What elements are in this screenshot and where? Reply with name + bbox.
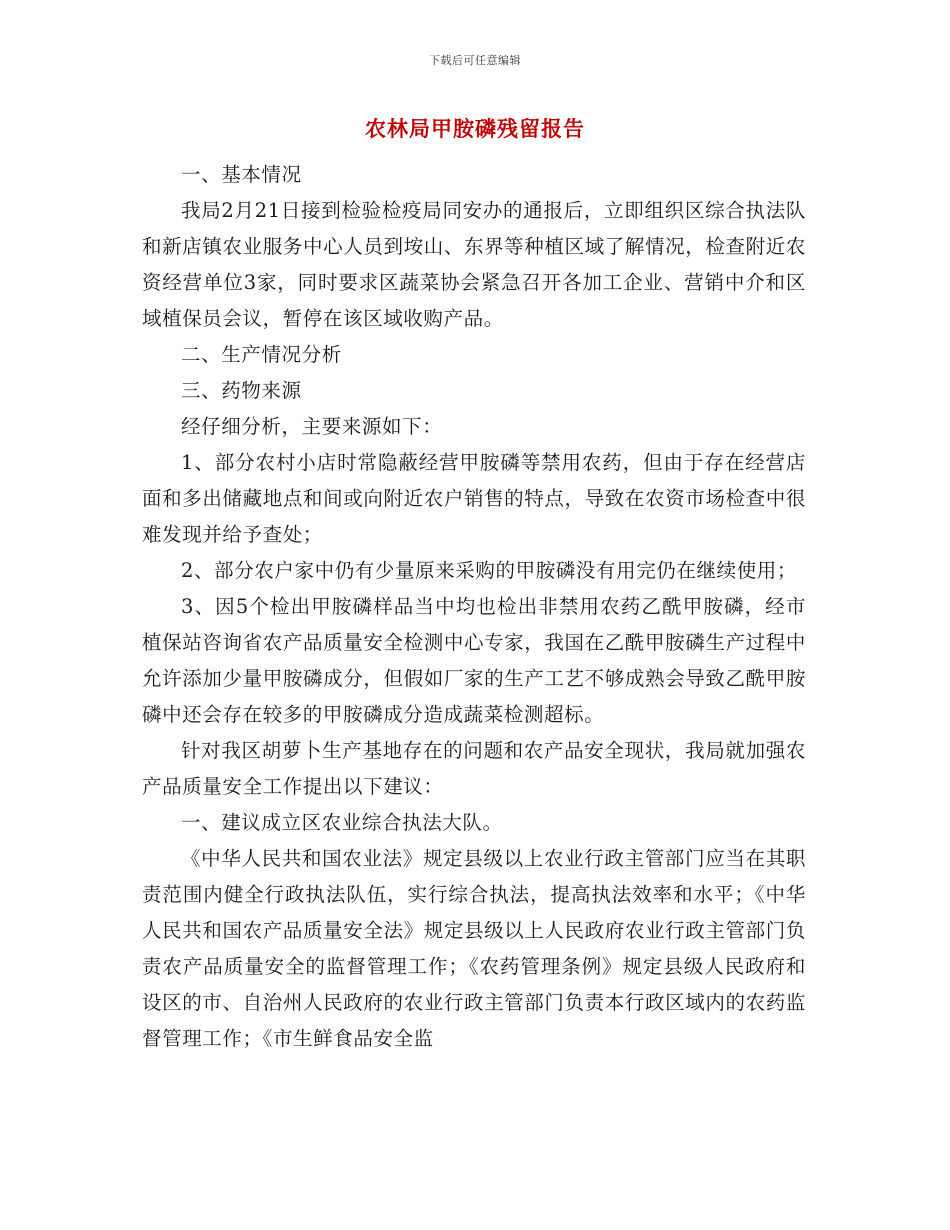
paragraph: 我局2月21日接到检验检疫局同安办的通报后，立即组织区综合执法队和新店镇农业服务中心人员到垵山、东界等种植区域了解情况，检查附近农资经营单位3家，同时要求区蔬菜协会紧急召开各加工企业、营销中介和区域植保员会议，暂停在该区域收购产品。 [142,199,806,330]
list-item: 1、部分农村小店时常隐蔽经营甲胺磷等禁用农药，但由于存在经营店面和多出储藏地点和间或向附近农户销售的特点，导致在农资市场检查中很难发现并给予查处； [142,451,806,546]
list-item: 2、部分农户家中仍有少量原来采购的甲胺磷没有用完仍在继续使用； [181,559,798,582]
section-heading-drug-source: 三、药物来源 [181,379,302,402]
paragraph: 针对我区胡萝卜生产基地存在的问题和农产品安全现状，我局就加强农产品质量安全工作提出以下建议： [142,739,806,798]
document-title: 农林局甲胺磷残留报告 [365,116,585,141]
section-heading-recommendation: 一、建议成立区农业综合执法大队。 [181,811,503,834]
document-body [142,157,806,1057]
section-heading-basic-situation: 一、基本情况 [181,163,302,186]
paragraph: 《中华人民共和国农业法》规定县级以上农业行政主管部门应当在其职责范围内健全行政执法队伍，实行综合执法，提高执法效率和水平；《中华人民共和国农产品质量安全法》规定县级以上人民政府农业行政主管部门负责农产品质量安全的监督管理工作；《农药管理条例》规定县级人民政府和设区的市、自治州人民政府的农业行政主管部门负责本行政区域内的农药监督管理工作；《市生鲜食品安全监 [142,847,806,1050]
list-item: 3、因5个检出甲胺磷样品当中均也检出非禁用农药乙酰甲胺磷，经市植保站咨询省农产品质量安全检测中心专家，我国在乙酰甲胺磷生产过程中允许添加少量甲胺磷成分，但假如厂家的生产工艺不够成熟会导致乙酰甲胺磷中还会存在较多的甲胺磷成分造成蔬菜检测超标。 [142,595,806,726]
page-header-note: 下载后可任意编辑 [429,54,521,67]
paragraph: 经仔细分析，主要来源如下： [181,415,443,438]
section-heading-production-analysis: 二、生产情况分析 [181,343,342,366]
